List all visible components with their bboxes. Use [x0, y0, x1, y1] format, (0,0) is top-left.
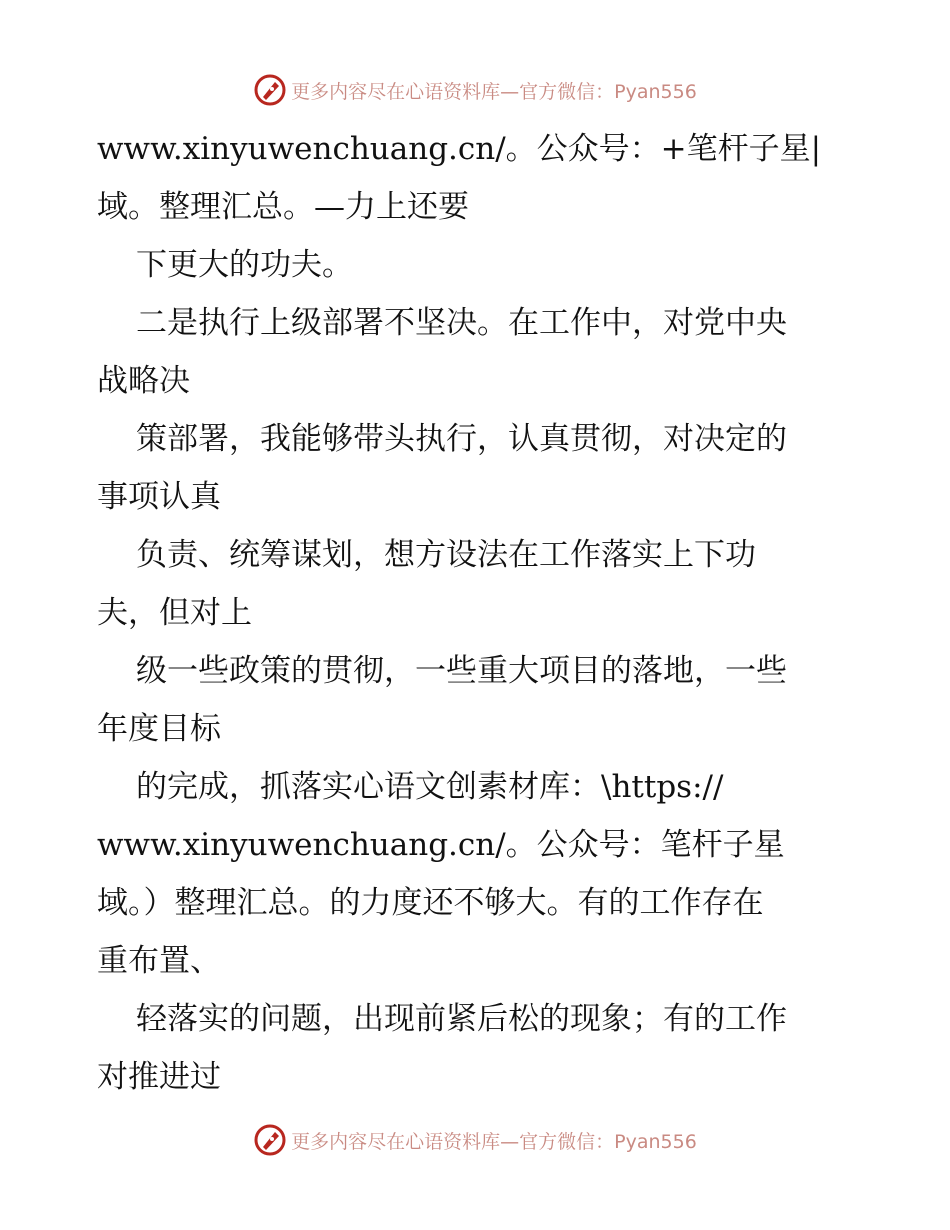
document-body [97, 120, 877, 1106]
text-line: 对推进过 [97, 1059, 221, 1095]
text-line: www.xinyuwenchuang.cn/。公众号：+笔杆子星| [97, 131, 822, 167]
text-line: 负责、统筹谋划，想方设法在工作落实上下功 [136, 537, 756, 573]
text-line: www.xinyuwenchuang.cn/。公众号：笔杆子星 [97, 827, 785, 863]
text-line: 下更大的功夫。 [136, 247, 353, 283]
footer-banner [0, 1120, 950, 1160]
header-banner-text: 更多内容尽在心语资料库—官方微信：Pyan556 [291, 80, 697, 103]
text-line: 二是执行上级部署不坚决。在工作中，对党中央 [136, 305, 787, 341]
text-line: 域。）整理汇总。的力度还不够大。有的工作存在 [97, 885, 764, 921]
text-line: 夫，但对上 [97, 595, 252, 631]
text-line: 轻落实的问题，出现前紧后松的现象；有的工作 [136, 1001, 787, 1037]
pen-nib-logo-icon [253, 73, 287, 107]
text-line: 战略决 [97, 363, 190, 399]
text-line: 的完成，抓落实心语文创素材库：\https:// [136, 769, 724, 805]
header-banner [0, 70, 950, 110]
text-line: 域。整理汇总。—力上还要 [97, 189, 469, 225]
text-line: 策部署，我能够带头执行，认真贯彻，对决定的 [136, 421, 787, 457]
text-line: 重布置、 [97, 943, 221, 979]
footer-banner-text: 更多内容尽在心语资料库—官方微信：Pyan556 [291, 1130, 697, 1153]
text-line: 年度目标 [97, 711, 221, 747]
text-line: 事项认真 [97, 479, 221, 515]
text-line: 级一些政策的贯彻，一些重大项目的落地，一些 [136, 653, 787, 689]
pen-nib-logo-icon [253, 1123, 287, 1157]
